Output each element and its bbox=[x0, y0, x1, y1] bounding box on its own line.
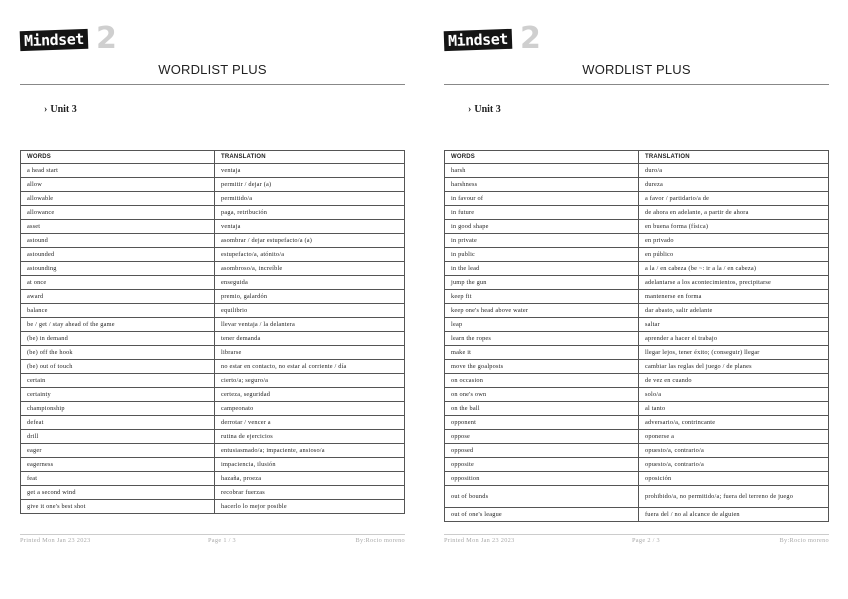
translation-cell: hazaña, proeza bbox=[215, 472, 405, 486]
unit-label: Unit 3 bbox=[50, 104, 77, 115]
translation-cell: dureza bbox=[639, 178, 829, 192]
table-row bbox=[21, 388, 405, 402]
table-row bbox=[21, 486, 405, 500]
footer-printed-date: Printed Mon Jan 23 2023 bbox=[444, 537, 515, 544]
word-cell: on occasion bbox=[445, 374, 639, 388]
table-row bbox=[21, 402, 405, 416]
table-body bbox=[445, 164, 829, 522]
word-cell: in good shape bbox=[445, 220, 639, 234]
unit-heading bbox=[468, 104, 501, 115]
translation-cell: cierto/a; seguro/a bbox=[215, 374, 405, 388]
translation-cell: enseguida bbox=[215, 276, 405, 290]
table-row bbox=[445, 164, 829, 178]
word-cell: astounding bbox=[21, 262, 215, 276]
table-row bbox=[445, 416, 829, 430]
table-row bbox=[21, 262, 405, 276]
chevron-right-icon: › bbox=[44, 104, 48, 115]
word-cell: jump the gun bbox=[445, 276, 639, 290]
word-cell: certain bbox=[21, 374, 215, 388]
table-row bbox=[21, 472, 405, 486]
page-footer bbox=[20, 534, 405, 547]
word-cell: keep one's head above water bbox=[445, 304, 639, 318]
word-cell: allowable bbox=[21, 192, 215, 206]
translation-cell: derrotar / vencer a bbox=[215, 416, 405, 430]
translation-cell: a la / en cabeza (be ~: ir a la / en cabeza) bbox=[639, 262, 829, 276]
word-cell: (be) off the hook bbox=[21, 346, 215, 360]
table-row bbox=[21, 206, 405, 220]
table-row bbox=[21, 290, 405, 304]
footer-printed-date: Printed Mon Jan 23 2023 bbox=[20, 537, 91, 544]
translation-cell: en privado bbox=[639, 234, 829, 248]
table-row bbox=[21, 430, 405, 444]
title-divider bbox=[444, 84, 829, 85]
translation-cell: oponerse a bbox=[639, 430, 829, 444]
footer-author: By:Rocio moreno bbox=[779, 537, 829, 544]
footer-page-number: Page 2 / 3 bbox=[632, 537, 661, 544]
word-cell: championship bbox=[21, 402, 215, 416]
column-header-words: WORDS bbox=[21, 151, 215, 164]
word-cell: harshness bbox=[445, 178, 639, 192]
translation-cell: duro/a bbox=[639, 164, 829, 178]
table-row bbox=[445, 374, 829, 388]
table-row bbox=[21, 444, 405, 458]
table-row bbox=[445, 486, 829, 508]
table-row bbox=[21, 416, 405, 430]
table-row bbox=[445, 472, 829, 486]
translation-cell: saltar bbox=[639, 318, 829, 332]
word-cell: drill bbox=[21, 430, 215, 444]
word-cell: (be) in demand bbox=[21, 332, 215, 346]
word-cell: in favour of bbox=[445, 192, 639, 206]
translation-cell: opuesto/a, contrario/a bbox=[639, 458, 829, 472]
table-row bbox=[445, 178, 829, 192]
table-row bbox=[21, 458, 405, 472]
translation-cell: mantenerse en forma bbox=[639, 290, 829, 304]
table-row bbox=[445, 508, 829, 522]
translation-cell: llevar ventaja / la delantera bbox=[215, 318, 405, 332]
logo-number: 2 bbox=[96, 21, 117, 56]
translation-cell: oposición bbox=[639, 472, 829, 486]
translation-cell: entusiasmado/a; impaciente, ansioso/a bbox=[215, 444, 405, 458]
word-cell: a head start bbox=[21, 164, 215, 178]
word-cell: asset bbox=[21, 220, 215, 234]
translation-cell: permitir / dejar (a) bbox=[215, 178, 405, 192]
wordlist-table bbox=[20, 150, 405, 514]
translation-cell: recobrar fuerzas bbox=[215, 486, 405, 500]
word-cell: award bbox=[21, 290, 215, 304]
table-row bbox=[21, 248, 405, 262]
translation-cell: adversario/a, contrincante bbox=[639, 416, 829, 430]
translation-cell: ventaja bbox=[215, 220, 405, 234]
table-row bbox=[21, 304, 405, 318]
table-row bbox=[445, 458, 829, 472]
translation-cell: premio, galardón bbox=[215, 290, 405, 304]
translation-cell: asombrar / dejar estupefacto/a (a) bbox=[215, 234, 405, 248]
table-row bbox=[445, 318, 829, 332]
translation-cell: cambiar las reglas del juego / de planes bbox=[639, 360, 829, 374]
word-cell: in future bbox=[445, 206, 639, 220]
table-row bbox=[21, 318, 405, 332]
translation-cell: fuera del / no al alcance de alguien bbox=[639, 508, 829, 522]
translation-cell: de ahora en adelante, a partir de ahora bbox=[639, 206, 829, 220]
table-row bbox=[21, 164, 405, 178]
table-row bbox=[21, 276, 405, 290]
word-cell: opponent bbox=[445, 416, 639, 430]
translation-cell: tener demanda bbox=[215, 332, 405, 346]
word-cell: keep fit bbox=[445, 290, 639, 304]
word-cell: opposite bbox=[445, 458, 639, 472]
mindset-logo bbox=[444, 21, 544, 56]
table-row bbox=[445, 388, 829, 402]
page-footer bbox=[444, 534, 829, 547]
translation-cell: no estar en contacto, no estar al corriente / día bbox=[215, 360, 405, 374]
translation-cell: librarse bbox=[215, 346, 405, 360]
table-row bbox=[445, 360, 829, 374]
word-cell: (be) out of touch bbox=[21, 360, 215, 374]
translation-cell: impaciencia, ilusión bbox=[215, 458, 405, 472]
word-cell: out of bounds bbox=[445, 486, 639, 508]
logo-number: 2 bbox=[520, 21, 541, 56]
mindset-logo bbox=[20, 21, 120, 56]
word-cell: at once bbox=[21, 276, 215, 290]
word-cell: on one's own bbox=[445, 388, 639, 402]
footer-page-number: Page 1 / 3 bbox=[208, 537, 237, 544]
word-cell: astound bbox=[21, 234, 215, 248]
table-row bbox=[445, 276, 829, 290]
translation-cell: opuesto/a, contrario/a bbox=[639, 444, 829, 458]
translation-cell: asombroso/a, increíble bbox=[215, 262, 405, 276]
table-row bbox=[445, 430, 829, 444]
column-header-translation: TRANSLATION bbox=[215, 151, 405, 164]
word-cell: defeat bbox=[21, 416, 215, 430]
word-cell: harsh bbox=[445, 164, 639, 178]
table-row bbox=[21, 220, 405, 234]
table-body bbox=[21, 164, 405, 514]
word-cell: astounded bbox=[21, 248, 215, 262]
word-cell: eagerness bbox=[21, 458, 215, 472]
word-cell: make it bbox=[445, 346, 639, 360]
translation-cell: aprender a hacer el trabajo bbox=[639, 332, 829, 346]
table-row bbox=[445, 262, 829, 276]
page-title: WORDLIST PLUS bbox=[582, 62, 691, 77]
wordlist-table bbox=[444, 150, 829, 522]
word-cell: certainty bbox=[21, 388, 215, 402]
table-row bbox=[21, 360, 405, 374]
word-cell: learn the ropes bbox=[445, 332, 639, 346]
word-cell: leap bbox=[445, 318, 639, 332]
word-cell: feat bbox=[21, 472, 215, 486]
logo-text: Mindset bbox=[444, 29, 512, 51]
table-row bbox=[445, 248, 829, 262]
table-row bbox=[21, 332, 405, 346]
column-header-translation: TRANSLATION bbox=[639, 151, 829, 164]
word-cell: be / get / stay ahead of the game bbox=[21, 318, 215, 332]
translation-cell: dar abasto, salir adelante bbox=[639, 304, 829, 318]
unit-label: Unit 3 bbox=[474, 104, 501, 115]
word-cell: move the goalposts bbox=[445, 360, 639, 374]
word-cell: out of one's league bbox=[445, 508, 639, 522]
translation-cell: llegar lejos, tener éxito; (conseguir) llegar bbox=[639, 346, 829, 360]
translation-cell: permitido/a bbox=[215, 192, 405, 206]
translation-cell: de vez en cuando bbox=[639, 374, 829, 388]
page-2 bbox=[444, 0, 829, 599]
word-cell: in public bbox=[445, 248, 639, 262]
word-cell: allow bbox=[21, 178, 215, 192]
word-cell: get a second wind bbox=[21, 486, 215, 500]
table-row bbox=[445, 290, 829, 304]
word-cell: in the lead bbox=[445, 262, 639, 276]
translation-cell: al tanto bbox=[639, 402, 829, 416]
translation-cell: hacerlo lo mejor posible bbox=[215, 500, 405, 514]
translation-cell: equilibrio bbox=[215, 304, 405, 318]
translation-cell: adelantarse a los acontecimientos, precipitarse bbox=[639, 276, 829, 290]
table-row bbox=[445, 220, 829, 234]
translation-cell: rutina de ejercicios bbox=[215, 430, 405, 444]
table-row bbox=[445, 332, 829, 346]
unit-heading bbox=[44, 104, 77, 115]
word-cell: give it one's best shot bbox=[21, 500, 215, 514]
translation-cell: en buena forma (física) bbox=[639, 220, 829, 234]
word-cell: opposed bbox=[445, 444, 639, 458]
table-row bbox=[445, 346, 829, 360]
translation-cell: certeza, seguridad bbox=[215, 388, 405, 402]
table-row bbox=[445, 304, 829, 318]
table-row bbox=[445, 444, 829, 458]
table-row bbox=[21, 178, 405, 192]
table-row bbox=[445, 206, 829, 220]
translation-cell: estupefacto/a, atónito/a bbox=[215, 248, 405, 262]
table-row bbox=[21, 374, 405, 388]
footer-author: By:Rocio moreno bbox=[355, 537, 405, 544]
page-title: WORDLIST PLUS bbox=[158, 62, 267, 77]
word-cell: on the ball bbox=[445, 402, 639, 416]
table-row bbox=[21, 234, 405, 248]
chevron-right-icon: › bbox=[468, 104, 472, 115]
word-cell: allowance bbox=[21, 206, 215, 220]
table-row bbox=[445, 402, 829, 416]
title-divider bbox=[20, 84, 405, 85]
word-cell: balance bbox=[21, 304, 215, 318]
translation-cell: solo/a bbox=[639, 388, 829, 402]
table-header-row bbox=[445, 151, 829, 164]
word-cell: in private bbox=[445, 234, 639, 248]
translation-cell: campeonato bbox=[215, 402, 405, 416]
table-row bbox=[21, 500, 405, 514]
table-row bbox=[21, 192, 405, 206]
word-cell: eager bbox=[21, 444, 215, 458]
table-row bbox=[21, 346, 405, 360]
table-row bbox=[445, 234, 829, 248]
page-1 bbox=[20, 0, 405, 599]
column-header-words: WORDS bbox=[445, 151, 639, 164]
translation-cell: paga, retribución bbox=[215, 206, 405, 220]
table-row bbox=[445, 192, 829, 206]
translation-cell: a favor / partidario/a de bbox=[639, 192, 829, 206]
translation-cell: ventaja bbox=[215, 164, 405, 178]
logo-text: Mindset bbox=[20, 29, 88, 51]
translation-cell: en público bbox=[639, 248, 829, 262]
word-cell: opposition bbox=[445, 472, 639, 486]
word-cell: oppose bbox=[445, 430, 639, 444]
translation-cell: prohibido/a, no permitido/a; fuera del terreno de juego bbox=[639, 486, 829, 508]
table-header-row bbox=[21, 151, 405, 164]
